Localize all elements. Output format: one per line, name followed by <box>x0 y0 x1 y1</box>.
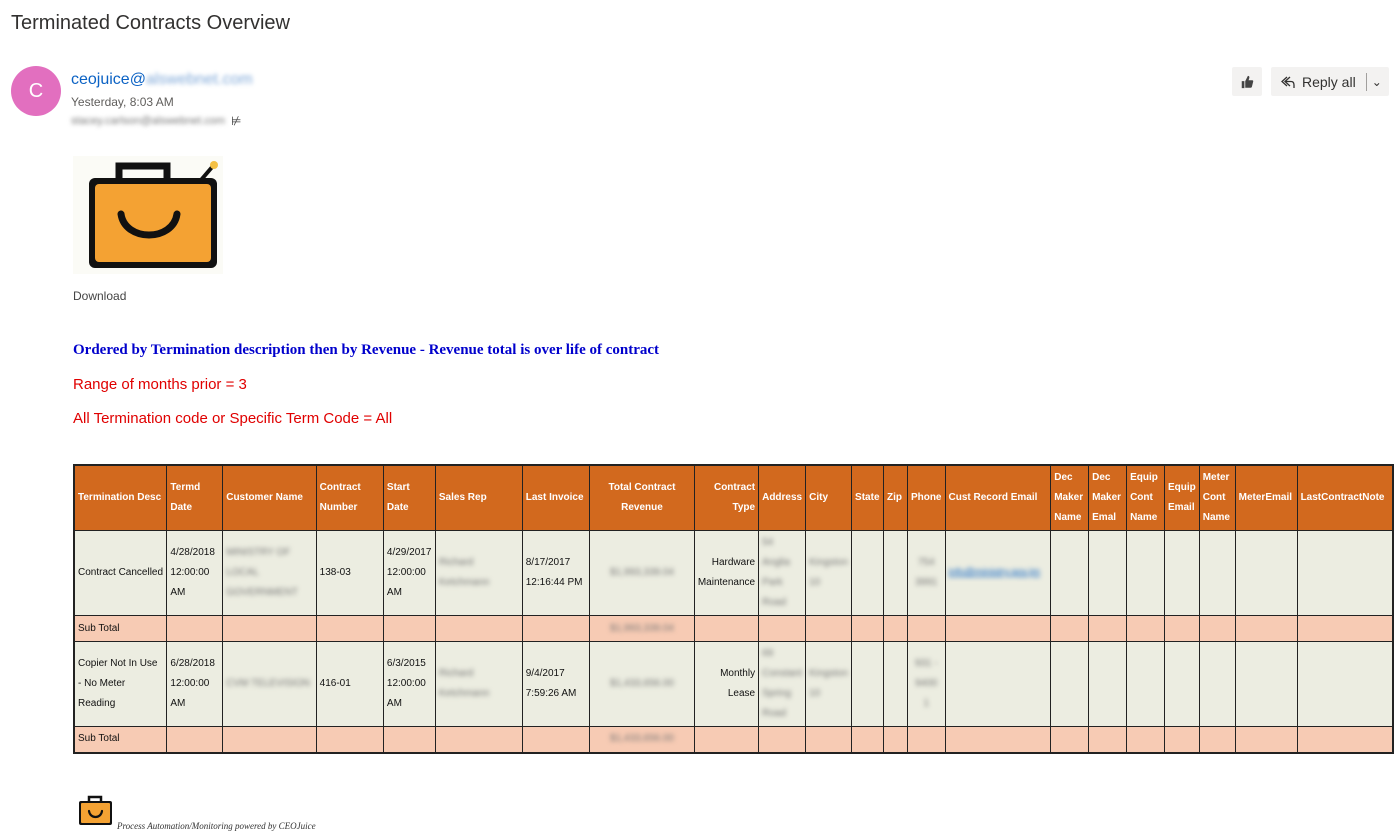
column-header: State <box>852 465 884 531</box>
table-header-row <box>74 465 1393 531</box>
cell-contract-type: Monthly Lease <box>694 642 758 727</box>
cell-address: 69 Constant Spring Road <box>759 642 806 727</box>
column-header: Last Invoice <box>522 465 589 531</box>
cell-contract-number: 416-01 <box>316 642 383 727</box>
cell-equip-email <box>1164 642 1199 727</box>
column-header: Dec Maker Emal <box>1089 465 1127 531</box>
cell-start-date: 6/3/2015 12:00:00 AM <box>383 642 435 727</box>
cell-dec-maker-name <box>1051 642 1089 727</box>
cell-address: 54 Anglia Park Road <box>759 531 806 616</box>
cell-equip-email <box>1164 531 1199 616</box>
column-header: Contract Type <box>694 465 758 531</box>
cell-cust-email[interactable] <box>945 531 1051 616</box>
cell-subtotal-value: $1,993,339.04 <box>590 616 695 642</box>
email-timestamp: Yesterday, 8:03 AM <box>71 95 174 109</box>
column-header: Termd Date <box>167 465 223 531</box>
column-header: Dec Maker Name <box>1051 465 1089 531</box>
ceojuice-logo-attachment[interactable] <box>73 156 223 274</box>
column-header: LastContractNote <box>1297 465 1393 531</box>
reply-divider <box>1366 73 1367 91</box>
cell-sales-rep: Richard Ketchmann <box>435 642 522 727</box>
cell-contract-type: Hardware Maintenance <box>694 531 758 616</box>
column-header: Phone <box>907 465 945 531</box>
sender-address-visible: ceojuice@ <box>71 71 146 88</box>
briefcase-logo-icon <box>73 156 223 274</box>
cell-city: Kingston 10 <box>806 531 852 616</box>
column-header: Sales Rep <box>435 465 522 531</box>
cell-last-invoice: 9/4/2017 7:59:26 AM <box>522 642 589 727</box>
recipient-line[interactable] <box>71 114 241 128</box>
column-header: Equip Cont Name <box>1127 465 1165 531</box>
briefcase-small-icon <box>77 794 114 827</box>
cell-city: Kingston 10 <box>806 642 852 727</box>
cell-total-revenue: $1,433,656.00 <box>590 642 695 727</box>
cell-dec-maker-name <box>1051 531 1089 616</box>
subtotal-row <box>74 616 1393 642</box>
reply-all-button[interactable] <box>1271 67 1389 96</box>
cell-dec-maker-email <box>1089 531 1127 616</box>
report-ordering-note: Ordered by Termination description then by Revenue - Revenue total is over life of contract <box>73 342 660 358</box>
recipient-address: stacey.carlson@alswebnet.com <box>71 115 226 127</box>
cell-dec-maker-email <box>1089 642 1127 727</box>
cell-subtotal-value: $1,433,656.00 <box>590 727 695 753</box>
cell-phone: 931 - 9400 1 <box>907 642 945 727</box>
cell-zip <box>884 642 908 727</box>
column-header: Total Contract Revenue <box>590 465 695 531</box>
column-header: Address <box>759 465 806 531</box>
cell-phone: 754 3991 <box>907 531 945 616</box>
column-header: Contract Number <box>316 465 383 531</box>
reply-all-icon <box>1280 74 1298 90</box>
cell-zip <box>884 531 908 616</box>
cell-cust-email <box>945 642 1051 727</box>
sender-address-domain: alswebnet.com <box>145 71 253 88</box>
like-button[interactable] <box>1232 67 1262 96</box>
table-row <box>74 531 1393 616</box>
cell-state <box>852 531 884 616</box>
cell-subtotal-label: Sub Total <box>74 727 167 753</box>
cell-sales-rep: Richard Ketchmann <box>435 531 522 616</box>
cust-email-link[interactable]: info@ministry.gov.jm <box>948 567 1040 578</box>
column-header: Meter Cont Name <box>1199 465 1235 531</box>
cell-start-date: 4/29/2017 12:00:00 AM <box>383 531 435 616</box>
expand-recipients-icon[interactable]: ⊭ <box>231 114 242 128</box>
cell-termination-desc: Contract Cancelled <box>74 531 167 616</box>
column-header: Start Date <box>383 465 435 531</box>
subtotal-row <box>74 727 1393 753</box>
cell-meter-cont-name <box>1199 642 1235 727</box>
column-header: Equip Email <box>1164 465 1199 531</box>
cell-last-contract-note <box>1297 642 1393 727</box>
column-header: Customer Name <box>223 465 316 531</box>
column-header: City <box>806 465 852 531</box>
table-row <box>74 642 1393 727</box>
cell-state <box>852 642 884 727</box>
email-subject: Terminated Contracts Overview <box>11 12 290 34</box>
sender-address[interactable] <box>71 71 253 89</box>
cell-meter-email <box>1235 642 1297 727</box>
download-link[interactable]: Download <box>73 289 127 303</box>
terminated-contracts-table <box>73 464 1394 754</box>
cell-contract-number: 138-03 <box>316 531 383 616</box>
cell-customer-name: MINISTRY OF LOCAL GOVERNMENT <box>223 531 316 616</box>
thumbs-up-icon <box>1240 75 1254 89</box>
cell-meter-cont-name <box>1199 531 1235 616</box>
cell-termd-date: 4/28/2018 12:00:00 AM <box>167 531 223 616</box>
avatar-letter: C <box>28 79 44 102</box>
cell-last-invoice: 8/17/2017 12:16:44 PM <box>522 531 589 616</box>
ceojuice-footer-logo <box>77 794 114 827</box>
chevron-down-icon[interactable]: ⌄ <box>1371 74 1382 89</box>
cell-customer-name: CVM TELEVISION <box>223 642 316 727</box>
column-header: Zip <box>884 465 908 531</box>
column-header: Termination Desc <box>74 465 167 531</box>
sender-avatar[interactable] <box>11 66 61 116</box>
cell-termination-desc: Copier Not In Use - No Meter Reading <box>74 642 167 727</box>
cell-equip-cont-name <box>1127 531 1165 616</box>
report-term-code-note: All Termination code or Specific Term Code = All <box>73 410 393 427</box>
column-header: Cust Record Email <box>945 465 1051 531</box>
cell-termd-date: 6/28/2018 12:00:00 AM <box>167 642 223 727</box>
report-range-note: Range of months prior = 3 <box>73 376 247 393</box>
cell-equip-cont-name <box>1127 642 1165 727</box>
reply-all-label: Reply all <box>1302 73 1356 90</box>
footer-powered-by: Process Automation/Monitoring powered by CEOJuice <box>117 821 316 831</box>
cell-total-revenue: $1,993,339.04 <box>590 531 695 616</box>
cell-last-contract-note <box>1297 531 1393 616</box>
cell-meter-email <box>1235 531 1297 616</box>
cell-subtotal-label: Sub Total <box>74 616 167 642</box>
column-header: MeterEmail <box>1235 465 1297 531</box>
